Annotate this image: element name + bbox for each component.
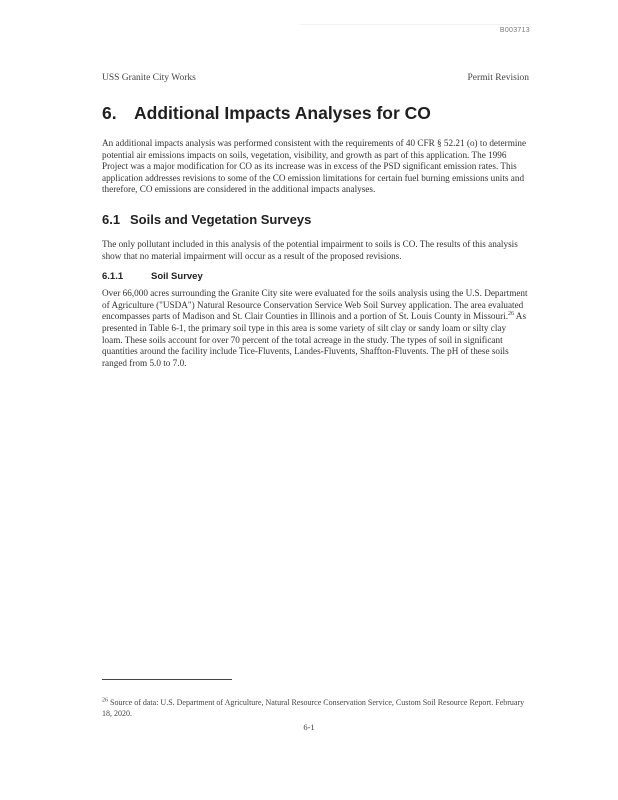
footnote (102, 698, 529, 719)
page-content (102, 103, 529, 378)
section-number: 6. (102, 103, 117, 123)
running-header (102, 73, 529, 83)
subsection-title: Soils and Vegetation Surveys (130, 211, 312, 227)
page-number: 6-1 (303, 722, 315, 732)
section-title: Additional Impacts Analyses for CO (134, 103, 431, 123)
soil-survey-text-before: Over 66,000 acres surrounding the Granite City site were evaluated for the soils analysis using the U.S. Department of Agriculture ("USDA") Natural Resource Conservation Service Web Soil Survey application. The area evaluated encompasses parts of Madison and St. Clair Counties in Illinois and a portion of St. Louis County in Missouri. (102, 288, 528, 322)
bates-stamp: B003713 (499, 27, 530, 34)
header-right: Permit Revision (467, 73, 529, 83)
section-paragraph: An additional impacts analysis was performed consistent with the requirements of 40 CFR § 52.21 (o) to determine potential air emissions impacts on soils, vegetation, visibility, and growth as part of this application. The 1996 Project was a major modification for CO as its increase was in excess of the PSD significant emission rates. This application addresses revisions to some of the CO emission limitations for certain fuel burning emissions units and therefore, CO emissions are considered in the additional impacts analyses. (102, 138, 527, 195)
header-left: USS Granite City Works (102, 73, 196, 83)
footnote-divider (102, 679, 232, 680)
subsubsection-heading (102, 271, 529, 282)
subsection-heading (102, 212, 529, 227)
footnote-text: Source of data: U.S. Department of Agriculture, Natural Resource Conservation Service, Custom Soil Resource Report. February 18, 2020. (102, 698, 525, 718)
footnote-reference[interactable]: 26 (508, 311, 515, 318)
subsubsection-title: Soil Survey (151, 271, 203, 283)
footnote-marker: 26 (102, 697, 108, 704)
scan-artifact-line (300, 24, 530, 25)
subsection-paragraph: The only pollutant included in this analysis of the potential impairment to soils is CO. The results of this analysis show that no material impairment will occur as a result of the proposed revisions. (102, 238, 518, 261)
soil-survey-text-after: As presented in Table 6-1, the primary soil type in this area is some variety of silt clay or sandy loam or silty clay loam. These soils account for over 70 percent of the total acreage in the study. The types of soil in significant quantities around the facility include Tice-Fluvents, Landes-Fluvents, Shaffton-Fluvents. The pH of these soils ranged from 5.0 to 7.0. (102, 311, 527, 368)
section-heading (102, 103, 529, 124)
subsubsection-number: 6.1.1 (102, 271, 124, 283)
soil-survey-paragraph (102, 288, 529, 369)
subsection-number: 6.1 (102, 211, 121, 227)
